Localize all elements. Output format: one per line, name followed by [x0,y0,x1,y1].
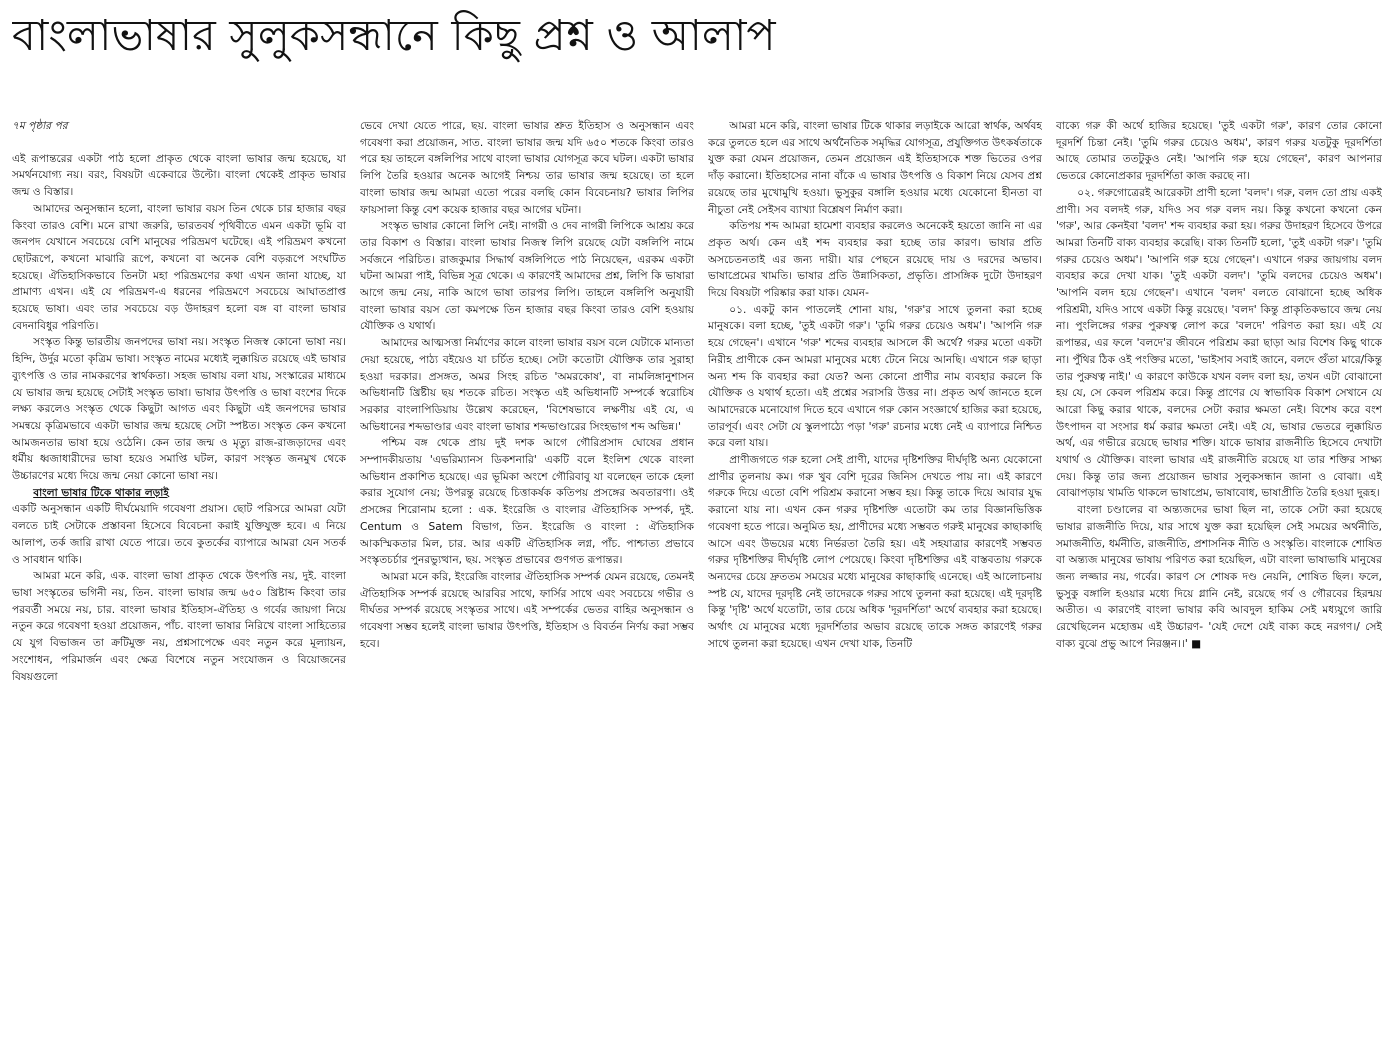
paragraph: ভেবে দেখা যেতে পারে, ছয়. বাংলা ভাষার শ্রুত ইতিহাস ও অনুসন্ধান এবং গবেষণা করা প্রয়োজন, সাত. বাংলা ভাষার জন্ম যদি ৬৫০ শতকে কিংবা তারও পরে হয় তাহলে বঙ্গলিপির সাথে বাংলা ভাষার যোগসূত্র কবে ঘটল। একটা ভাষার লিপি তৈরি হওয়ার অনেক আগেই নিশ্চয় তার ভাষার জন্ম হয়েছে। তা হলে বাংলা ভাষার জন্ম আমরা এতো পরের বলছি কোন বিবেচনায়? ভাষার লিপির ফায়সালা কিন্তু বেশ কয়েক হাজার বছর আগের ঘটনা। [360,120,694,216]
paragraph: আমাদের অনুসন্ধান হলো, বাংলা ভাষার বয়স তিন থেকে চার হাজার বছর কিংবা তারও বেশি। মনে রাখা জরুরি, ভারতবর্ষ পৃথিবীতে এমন একটা ভূমি বা জনপদ যেখানে সবচেয়ে বেশি মানুষের পরিভ্রমণ ঘটেছে। এই পরিভ্রমণ কখনো ছোটরূপে, কখনো মাঝারি রূপে, কখনো বা অনেক বেশি বড়রূপে সংঘটিত হয়েছে। ঐতিহাসিকভাবে তিনটা মহা পরিভ্রমণের কথা এখন জানা যাচ্ছে, যা প্রামাণ্য এখন। এই যে পরিভ্রমণ-এ ধরনের পরিভ্রমণে সবচেয়ে আঘাতপ্রাপ্ত হয়েছে ভাষা। এবং তার সবচেয়ে বড় উদাহরণ হলো বঙ্গ বা বাংলা ভাষার বেদনাবিধুর পরিণতি। [12,202,346,332]
column-3 [708,118,1042,1044]
column-2 [360,118,694,1044]
paragraph: আমরা মনে করি, ইংরেজি বাংলার ঐতিহাসিক সম্পর্ক যেমন রয়েছে, তেমনই ঐতিহাসিক সম্পর্ক রয়েছে আরবির সাথে, ফার্সির সাথে এবং সবচেয়ে গভীর ও দীর্ঘতর সম্পর্ক রয়েছে সংস্কৃতর সাথে। এই সম্পর্কের ভেতর বাহির অনুসন্ধান ও গবেষণা সম্ভব হলেই বাংলা ভাষার উৎপত্তি, ইতিহাস ও বিবর্তন নির্ণয় করা সম্ভব হবে। [360,570,694,650]
paragraph: সংস্কৃত কিন্তু ভারতীয় জনপদের ভাষা নয়। সংস্কৃত নিজস্ব কোনো ভাষা নয়। হিন্দি, উর্দুর মতো কৃত্রিম ভাষা। সংস্কৃত নামের মধ্যেই লুক্কায়িত রয়েছে এই ভাষার ব্যুৎপত্তি ও তার নামকরণের স্বার্থকতা। সহজ ভাষায় বলা যায়, সংস্কারের মাধ্যমে যে ভাষার জন্ম হয়েছে সেটাই সংস্কৃত ভাষা। ভাষার উৎপত্তি ও ভাষা বংশের দিকে লক্ষ্য করলেও সংস্কৃত থেকে কিছুটা আগত এবং কিছুটা এই জনপদের ভাষার সমন্বয়ে কৃত্রিমভাবে একটা ভাষার জন্ম হয়েছে সেটা স্পষ্টত। সংস্কৃত কেন কখনো আমজনতার ভাষা হয়ে ওঠেনি। কেন তার জন্ম ও মৃত্যু রাজ-রাজড়াদের এবং ধর্মীয় ধ্বজাধারীদের ভাষা হয়েও সমাপ্তি ঘটল, কারণ সংস্কৃত জনমুখ থেকে উচ্চারণের মধ্যে দিয়ে জন্ম নেয়া কোনো ভাষা নয়। [12,336,346,483]
paragraph: প্রাণীজগতে গরু হলো সেই প্রাণী, যাদের দৃষ্টিশক্তির দীর্ঘদৃষ্টি অন্য যেকোনো প্রাণীর তুলনায় কম। গরু খুব বেশি দূরের জিনিস দেখতে পায় না। এই কারণে গরুকে দিয়ে এতো বেশি পরিশ্রম করানো সম্ভব হয়। কিন্তু তাকে দিয়ে আবার যুদ্ধ করানো যায় না। এখন কেন গরুর দৃষ্টিশক্তি এতোটা কম তার বিজ্ঞানভিত্তিক গবেষণা হতে পারে। অনুমিত হয়, প্রাণীদের মধ্যে সম্ভবত গরুই মানুষের কাছাকাছি আসে এবং উভয়ের মধ্যে নির্ভরতা তৈরি হয়। এই সহযাত্রার কারণেই সম্ভবত গরুর দৃষ্টিশক্তির দীর্ঘদৃষ্টি লোপ পেয়েছে। কিংবা দৃষ্টিশক্তির এই বাস্তবতায় গরুকে অন্যদের চেয়ে দ্রুততম সময়ের মধ্যে মানুষের কাছাকাছি এনেছে। এই আলোচনায় স্পষ্ট যে, যাদের দূরদৃষ্টি নেই তাদেরকে গরুর সাথে তুলনা করা হয়েছে। এই দূরদৃষ্টি কিন্তু 'দৃষ্টি' অর্থে যতোটা, তার চেয়ে অধিক 'দূরদর্শিতা' অর্থে ব্যবহার করা হয়েছে। অর্থাৎ যে মানুষের মধ্যে দূরদর্শিতার অভাব রয়েছে তাকে সঙ্গত কারণেই গরুর সাথে তুলনা করা হয়েছে। এখন দেখা যাক, তিনটি [708,454,1042,650]
paragraph: আমরা মনে করি, বাংলা ভাষার টিকে থাকার লড়াইকে আরো স্বার্থক, অর্থবহ করে তুলতে হলে এর সাথে অর্থনৈতিক সমৃদ্ধির যোগসূত্র, প্রযুক্তিগত উৎকর্ষতাকে যুক্ত করা যেমন প্রয়োজন, তেমন প্রয়োজন এই ইতিহাসকে শক্ত ভিতের ওপর দাঁড় করানো। ইতিহাসের নানা বাঁকে এ ভাষার উৎপত্তি ও বিকাশ নিয়ে যেসব প্রশ্ন রয়েছে তার মুখোমুখি হওয়া। ভুসুকুর বঙ্গালি হওয়ার মধ্যে যেকোনো হীনতা বা নীচুতা নেই সেইসব ব্যাখ্যা বিশ্লেষণ নির্মাণ করা। [708,120,1042,216]
paragraph: এই রূপান্তরের একটা পাঠ হলো প্রাকৃত থেকে বাংলা ভাষার জন্ম হয়েছে, যা সমর্থনযোগ্য নয়। বরং, বিষয়টা একেবারে উল্টো। বাংলা থেকেই প্রাকৃত ভাষার জন্ম ও বিস্তার। [12,152,346,199]
paragraph: বাংলা চণ্ডালের বা অন্ত্যজদের ভাষা ছিল না, তাকে সেটা করা হয়েছে ভাষার রাজনীতি দিয়ে, যার সাথে যুক্ত করা হয়েছিল সেই সময়ের অর্থনীতি, সমাজনীতি, ধর্মনীতি, রাজনীতি, প্রশাসনিক নীতি ও সংস্কৃতি। বাংলাকে শোষিত বা অন্ত্যজ মানুষের ভাষায় পরিণত করা হয়েছিল, এটা বাংলা ভাষাভাষি মানুষের জন্য লজ্জার নয়, গর্বের। কারণ সে শোষক দণ্ড নেয়নি, শোষিত ছিল। ফলে, ভুসুকু বঙ্গালি হওয়ার মধ্যে দিয়ে গ্লানি নেই, রয়েছে গর্ব ও গৌরবের হিরন্ময় অতীত। এ কারণেই বাংলা ভাষার কবি আবদুল হাকিম সেই মধ্যযুগে জারি রেখেছিলেন মহোত্তম এই উচ্চারণ- 'যেই দেশে যেই বাক্য কহে নরগণ।/ সেই বাক্য বুঝে প্রভু আপে নিরঞ্জন।।' ■ [1056,504,1382,650]
paragraph: পশ্চিম বঙ্গ থেকে প্রায় দুই দশক আগে গৌরিপ্রসাদ ঘোষের প্রধান সম্পাদকীয়তায় 'এভরিম্যানস ডিকশনারি' একটি বলে ইংলিশ থেকে বাংলা অভিধান প্রকাশিত হয়েছে। এর ভূমিকা অংশে গৌরিবাবু যা বলেছেন তাকে হেলা করার সুযোগ নেয়; উপরন্তু রয়েছে চিত্তাকর্ষক কতিপয় প্রসঙ্গের অবতারণা। ওই প্রসঙ্গের শিরোনাম হলো : এক. ইংরেজি ও বাংলার ঐতিহাসিক সম্পর্ক, দুই. Centum ও Satem বিভাগ, তিন. ইংরেজি ও বাংলা : ঐতিহাসিক আকস্মিকতার মিল, চার. আর একটি ঐতিহাসিক লগ্ন, পাঁচ. পাশ্চাত্য প্রভাবে সংস্কৃতচর্চার পুনরভ্যুত্থান, ছয়. সংস্কৃত প্রভাবের গুণগত রূপান্তর। [360,437,694,567]
paragraph: ০২. গরুগোত্রেরই আরেকটা প্রাণী হলো 'বলদ'। গরু, বলদ তো প্রায় একই প্রাণী। সব বলদই গরু, যদিও সব গরু বলদ নয়। কিন্তু কখনো কখনো কেন 'গরু', আর কেনইবা 'বলদ' শব্দ ব্যবহার করা হয়। গরুর উদাহরণ হিসেবে উপরে আমরা তিনটি বাক্য ব্যবহার করেছি। বাক্য তিনটি হলো, 'তুই একটা গরু'। 'তুমি গরুর চেয়েও অধম'। 'আপনি গরু হয়ে গেছেন'। এখানে গরুর জায়গায় বলদ ব্যবহার করে দেখা যাক। 'তুই একটা বলদ'। 'তুমি বলদের চেয়েও অধম'। 'আপনি বলদ হয়ে গেছেন'। এখানে 'বলদ' বলতে বোঝানো হচ্ছে অধিক পরিশ্রমী, যদিও সাথে একটা কিন্তু রয়েছে। 'বলদ' কিন্তু প্রাকৃতিকভাবে জন্ম নেয় না। পুংলিঙ্গের গরুর পুরুষত্ব লোপ করে 'বলদে' পরিণত করা হয়। এই যে রূপান্তর, এর ফলে 'বলদে'র জীবনে পরিশ্রম করা ছাড়া আর বিশেষ কিছু থাকে না। পুঁথির ঠিক ওই পংক্তির মতো, 'ভাইসাব সবাই জানে, বলদে গুঁতা মারে/কিন্তু তার পুরুষত্ব নাই।' এ কারণে কাউকে যখন বলদ বলা হয়, তখন এটা বোঝানো হয় যে, সে কেবল পরিশ্রম করে। কিন্তু প্রাণের যে স্বাভাবিক বিকাশ সেখানে যে আরো কিছু করার থাকে, বলদের সেটা করার ক্ষমতা নেই। বিশেষ করে বংশ উৎপাদন বা সংসার ধর্ম করার ক্ষমতা নেই। এই যে, ভাষার ভেতরে লুক্কায়িত অর্থ, এর গভীরে রয়েছে ভাষার শক্তি। যাকে ভাষার রাজনীতি হিসেবে দেখাটা যথার্থ ও যৌক্তিক। বাংলা ভাষার এই রাজনীতি রয়েছে যা তার শক্তির সাক্ষ্য দেয়। কিন্তু তার জন্য প্রয়োজন ভাষার সুলুকসন্ধান জানা ও বোঝা। এই বোঝাপড়ায় খামতি থাকলে ভাষাপ্রেম, ভাষাবোধ, ভাষাপ্রীতি তৈরি হওয়া দুরূহ। [1056,186,1382,500]
paragraph: বাক্যে গরু কী অর্থে হাজির হয়েছে। 'তুই একটা গরু', কারণ তোর কোনো দূরদর্শি চিন্তা নেই। 'তুমি গরুর চেয়েও অধম', কারণ গরুর যতটুকু দূরদর্শিতা আছে তোমার ততটুকুও নেই। 'আপনি গরু হয়ে গেছেন', কারণ আপনার ভেতরে কোনোপ্রকার দূরদর্শিতা কাজ করছে না। [1056,120,1382,183]
paragraph: একটি অনুসন্ধান একটি দীর্ঘমেয়াদি গবেষণা প্রয়াস। ছোট পরিসরে আমরা যেটা বলতে চাই সেটাকে প্রস্তাবনা হিসেবে বিবেচনা করাই যুক্তিযুক্ত হবে। এ নিয়ে আলাপ, তর্ক জারি রাখা যেতে পারে। তবে কুতর্কের ব্যাপারে আমরা যেন সতর্ক ও সাবধান থাকি। [12,503,346,566]
column-1 [12,118,346,1044]
paragraph: আমরা মনে করি, এক. বাংলা ভাষা প্রাকৃত থেকে উৎপত্তি নয়, দুই. বাংলা ভাষা সংস্কৃতের ভগিনী নয়, তিন. বাংলা ভাষার জন্ম ৬৫০ খ্রিষ্টাব্দ কিংবা তার পরবর্তী সময়ে নয়, চার. বাংলা ভাষার ইতিহাস-ঐতিহ্য ও গর্বের জায়গা নিয়ে নতুন করে গবেষণা হওয়া প্রয়োজন, পাঁচ. বাংলা ভাষার নিরিখে বাংলা সাহিত্যের যে যুগ বিভাজন তা ক্রটিমুক্ত নয়, প্রশ্নসাপেক্ষে এবং নতুন করে মূল্যায়ন, সংশোধন, পরিমার্জন এবং ক্ষেত্র বিশেষে নতুন সংযোজন ও বিয়োজনের বিষয়গুলো [12,570,346,683]
headline: বাংলাভাষার সুলুকসন্ধানে কিছু প্রশ্ন ও আলাপ [12,11,776,61]
column-4 [1056,118,1382,1044]
paragraph: সংস্কৃত ভাষার কোনো লিপি নেই। নাগরী ও দেব নাগরী লিপিকে আশ্রয় করে তার বিকাশ ও বিস্তার। বাংলা ভাষার নিজস্ব লিপি রয়েছে যেটা বঙ্গলিপি নামে সর্বজনে পরিচিত। রাজকুমার সিদ্ধার্থ বঙ্গলিপিতে পাঠ নিয়েছেন, এরকম একটা ঘটনা আমরা পাই, বিভিন্ন সূত্র থেকে। এ কারণেই আমাদের প্রশ্ন, লিপি কি ভাষারা আগে জন্ম নেয়, নাকি আগে ভাষা তারপর লিপি। তাহলে বঙ্গলিপি অনুযায়ী বাংলা ভাষার বয়স তো কমপক্ষে তিন হাজার বছর কিংবা তারও বেশি হওয়ায় যৌক্তিক ও যথার্থ। [360,220,694,333]
paragraph: কতিপয় শব্দ আমরা হামেশা ব্যবহার করলেও অনেকেই হয়তো জানি না এর প্রকৃত অর্থ। কেন এই শব্দ ব্যবহার করা হচ্ছে তার কারণ। ভাষার প্রতি অসচেতনতাই এর জন্য দায়ী। যার পেছনে রয়েছে দায় ও দরদের অভাব। ভাষাপ্রেমের খামতি। ভাষার প্রতি উন্নাসিকতা, প্রভৃতি। প্রাসঙ্গিক দুটো উদাহরণ দিয়ে বিষয়টা পরিষ্কার করা যাক। যেমন- [708,220,1042,300]
paragraph: ০১. একটু কান পাতলেই শোনা যায়, 'গরু'র সাথে তুলনা করা হচ্ছে মানুষকে। বলা হচ্ছে, 'তুই একটা গরু'। 'তুমি গরুর চেয়েও অধম'। 'আপনি গরু হয়ে গেছেন'। এখানে 'গরু' শব্দের ব্যবহার আসলে কী অর্থে? গরুর মতো একটা নিরীহ প্রাণীকে কেন আমরা মানুষের মধ্যে টেনে নিয়ে আনছি। এখানে গরু ছাড়া অন্য শব্দ কি ব্যবহার করা যেত? অন্য কোনো প্রাণীর নাম ব্যবহার করলে কি যৌক্তিক ও যথার্থ হতো। এই প্রশ্নের সরাসরি উত্তর না। প্রকৃত অর্থ জানতে হলে আমাদেরকে মনোযোগ দিতে হবে এখানে গরু কোন সংজ্ঞার্থে হাজির করা হয়েছে, তারপূর্ব। এবং সেটা যে স্কুলপাঠ্যে পড়া 'গরু' রচনার মধ্যে নেই এ ব্যাপারে নিশ্চিত করে বলা যায়। [708,303,1042,450]
paragraph: আমাদের আত্মসত্তা নির্মাণের কালে বাংলা ভাষার বয়স বলে যেটাকে মান্যতা দেয়া হয়েছে, পাঠ্য বইয়েও যা চর্চিত হচ্ছে। সেটা কতোটা যৌক্তিক তার সুরাহা হওয়া দরকার। প্রসঙ্গত, অমর সিংহ রচিত 'অমরকোষ', বা নামলিঙ্গানুশাসন অভিধানটি খ্রিষ্টীয় ছয় শতকে রচিত। সংস্কৃত এই অভিধানটি সম্পর্কে স্বরোচিষ সরকার বাংলাপিডিয়ায় উল্লেখ করেছেন, 'বিশেষভাবে লক্ষণীয় এই যে, এ অভিধানের শব্দভাণ্ডার এবং বাংলা ভাষার শব্দভাণ্ডারের সিংহভাগ শব্দ অভিন্ন।' [360,337,694,433]
section-subhead: বাংলা ভাষার টিকে থাকার লড়াই [33,486,169,499]
continued-from-note: ৭ম পৃষ্ঠার পর [12,120,68,132]
